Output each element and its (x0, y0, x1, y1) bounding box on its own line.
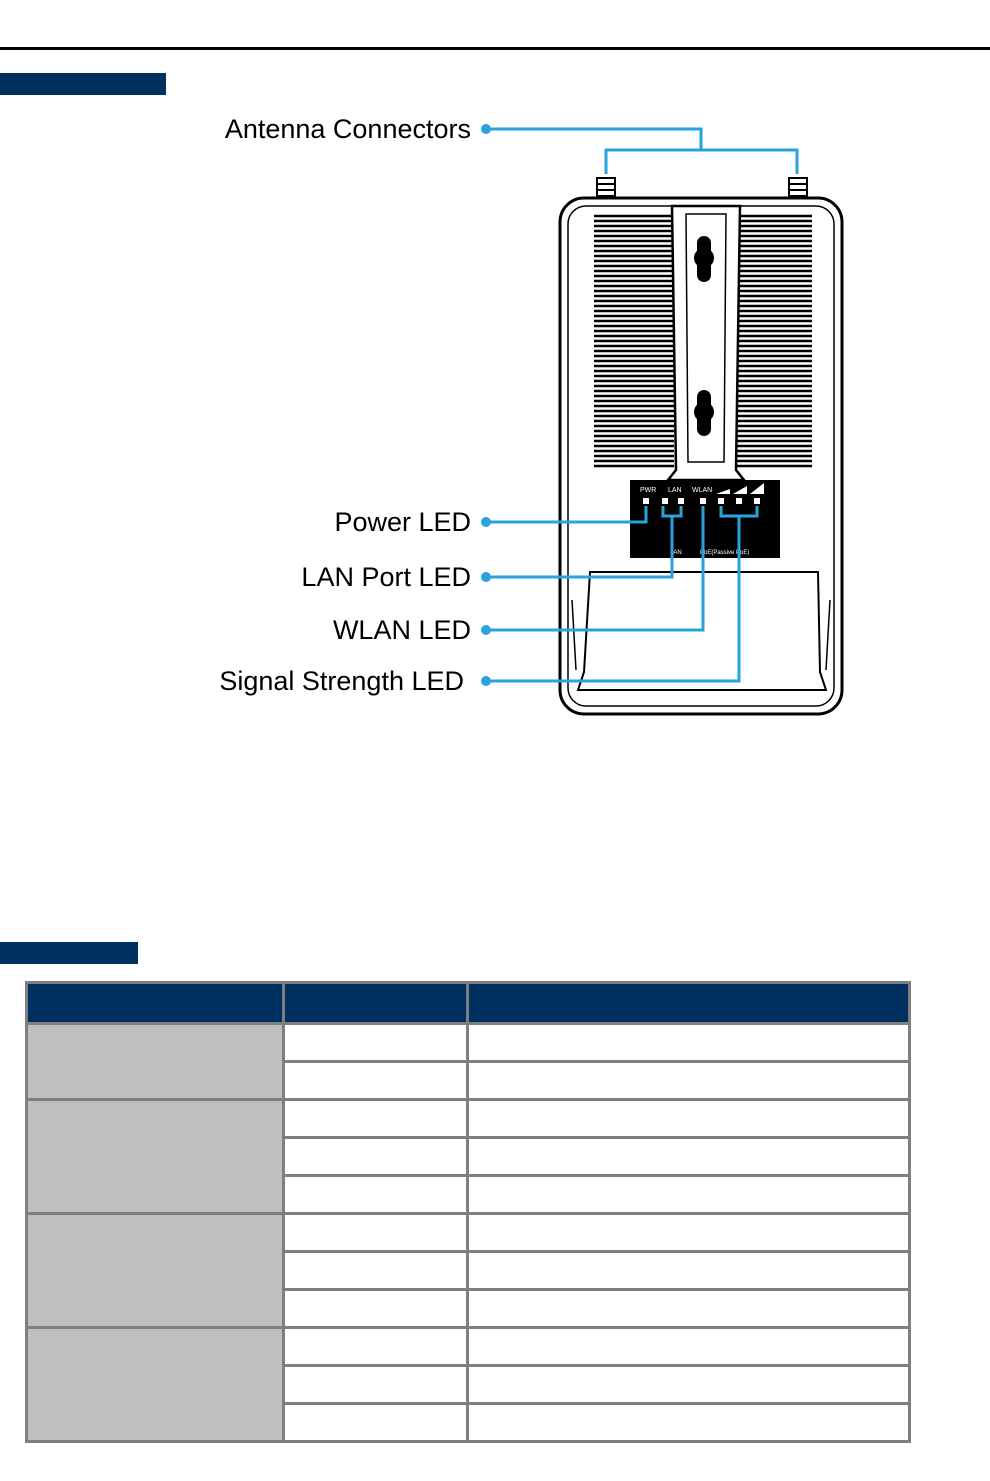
led-label-lan: LAN (668, 487, 682, 494)
table-row (27, 1024, 910, 1062)
table-group-cell (27, 1024, 284, 1100)
table-status-cell (284, 1404, 468, 1442)
callout-antenna-connectors: Antenna Connectors (224, 114, 471, 144)
table-description-cell (468, 1404, 910, 1442)
table-description-cell (468, 1328, 910, 1366)
table-header-cell (284, 983, 468, 1024)
led-label-pwr: PWR (640, 487, 657, 494)
table-row (27, 1328, 910, 1366)
callout-lan-port-led: LAN Port LED (301, 562, 471, 592)
port-label-poe: PoE(Passive PoE) (700, 550, 750, 556)
table-description-cell (468, 1290, 910, 1328)
led-label-wlan: WLAN (692, 487, 713, 494)
table-status-cell (284, 1024, 468, 1062)
table-status-cell (284, 1100, 468, 1138)
section-bar-led-indication (0, 942, 138, 964)
table-description-cell (468, 1100, 910, 1138)
callout-dots (481, 124, 491, 686)
table-header-row (27, 983, 910, 1024)
table-group-cell (27, 1214, 284, 1328)
callout-signal-strength-led: Signal Strength LED (219, 666, 464, 696)
table-description-cell (468, 1366, 910, 1404)
table-status-cell (284, 1214, 468, 1252)
table-status-cell (284, 1176, 468, 1214)
table-description-cell (468, 1062, 910, 1100)
table-row (27, 1214, 910, 1252)
table-description-cell (468, 1024, 910, 1062)
table-description-cell (468, 1214, 910, 1252)
callout-power-led: Power LED (334, 507, 471, 537)
table-status-cell (284, 1252, 468, 1290)
table-header-cell (468, 983, 910, 1024)
table-status-cell (284, 1328, 468, 1366)
led-table-body (27, 1024, 910, 1442)
table-group-cell (27, 1100, 284, 1214)
table-description-cell (468, 1176, 910, 1214)
led-table (25, 981, 911, 1443)
port-label-lan: LAN (670, 550, 682, 556)
table-row (27, 1100, 910, 1138)
table-group-cell (27, 1328, 284, 1442)
table-header-cell (27, 983, 284, 1024)
table-status-cell (284, 1138, 468, 1176)
table-status-cell (284, 1366, 468, 1404)
table-status-cell (284, 1290, 468, 1328)
table-description-cell (468, 1252, 910, 1290)
callout-wlan-led: WLAN LED (332, 615, 471, 645)
table-description-cell (468, 1138, 910, 1176)
table-status-cell (284, 1062, 468, 1100)
